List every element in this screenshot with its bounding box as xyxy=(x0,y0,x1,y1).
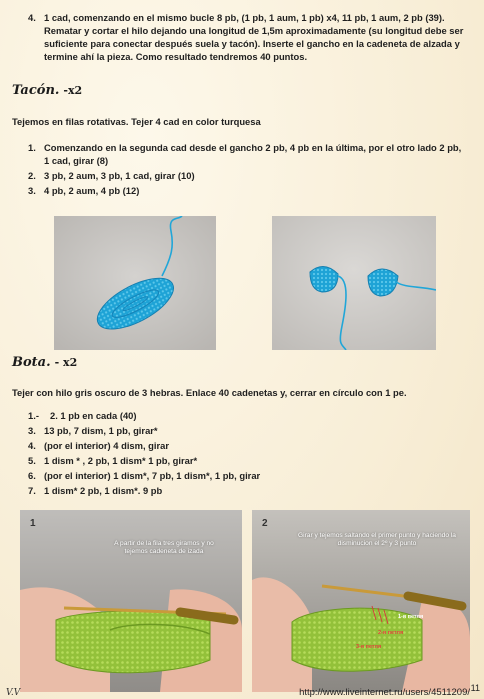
tacon-title: Tacón. xyxy=(12,83,60,98)
step-number: 1.- xyxy=(28,410,39,421)
list-item xyxy=(14,11,468,63)
list-item xyxy=(14,169,468,182)
step-number: 3. xyxy=(28,425,36,436)
bota-title: Bota. xyxy=(12,355,51,370)
step-text: 3 pb, 2 aum, 3 pb, 1 cad, girar (10) xyxy=(44,170,195,181)
photo-step-1 xyxy=(20,510,242,692)
bota-intro: Tejer con hilo gris oscuro de 3 hebras. Enlace 40 cadenetas y, cerrar en círculo con 1 pe. xyxy=(12,387,407,398)
step-text: (por el interior) 4 dism, girar xyxy=(44,440,170,451)
step-text: 1 cad, comenzando en el mismo bucle 8 pb, (1 pb, 1 aum, 1 pb) x4, 11 pb, 1 aum, 2 pb (39). Rematar y cortar el hilo dejando una longitud de 1,5m aproximadamente (su longitud debe ser suficiente para conectar después suela y tacón). Inserte el gancho en la cadeneta de alzada y termine ahí la pieza. Como resultado tendremos 40 puntos. xyxy=(44,12,464,62)
photo-2-number: 2 xyxy=(262,518,268,529)
bota-steps-list xyxy=(14,409,468,497)
step-number: 4. xyxy=(28,12,36,23)
tacon-heading xyxy=(12,83,82,98)
bota-suffix: - x2 xyxy=(54,356,78,369)
photo-2-label-2: 2-я петля xyxy=(378,630,404,636)
photo-step-2 xyxy=(252,510,470,692)
step-text: 2. 1 pb en cada (40) xyxy=(50,410,137,421)
step-number: 5. xyxy=(28,455,36,466)
step-number: 2. xyxy=(28,170,36,181)
photo-1-number: 1 xyxy=(30,518,36,529)
bota-heading xyxy=(12,355,77,370)
photo-heels-pair xyxy=(272,216,436,350)
photo-2-label-3: 3-я петля xyxy=(356,644,382,650)
list-item xyxy=(14,184,468,197)
top-steps-list xyxy=(14,11,468,63)
page-footer xyxy=(0,683,484,699)
step-text: 1 dism * , 2 pb, 1 dism* 1 pb, girar* xyxy=(44,455,198,466)
photo-heel-oval xyxy=(54,216,216,350)
step-number: 3. xyxy=(28,185,36,196)
photo-1-caption: A partir de la fila tres giramos y no tejemos cadeneta de izada xyxy=(114,540,214,555)
tacon-intro: Tejemos en filas rotativas. Tejer 4 cad en color turquesa xyxy=(12,116,261,127)
step-text: 4 pb, 2 aum, 4 pb (12) xyxy=(44,185,140,196)
footer-url-link[interactable]: http://www.liveinternet.ru/users/4511209/ xyxy=(299,687,470,698)
list-item xyxy=(14,454,468,467)
tacon-steps-list xyxy=(14,141,468,197)
step-text: (por el interior) 1 dism*, 7 pb, 1 dism*, 1 pb, girar xyxy=(44,470,261,481)
page-number: 11 xyxy=(470,683,480,693)
step-text: 1 dism* 2 pb, 1 dism*. 9 pb xyxy=(44,485,163,496)
tacon-suffix: -x2 xyxy=(63,84,83,97)
list-item xyxy=(14,469,468,482)
list-item xyxy=(14,424,468,437)
step-number: 4. xyxy=(28,440,36,451)
step-number: 6. xyxy=(28,470,36,481)
list-item xyxy=(14,439,468,452)
step-text: 13 pb, 7 dism, 1 pb, girar* xyxy=(44,425,158,436)
step-number: 1. xyxy=(28,142,36,153)
list-item xyxy=(14,484,468,497)
list-item xyxy=(14,409,468,422)
footer-signature: V.V xyxy=(6,688,21,698)
step-text: Comenzando en la segunda cad desde el gancho 2 pb, 4 pb en la última, por el otro lado 2 pb, 1 cad, girar (8) xyxy=(44,142,462,166)
photo-2-caption: Girar y tejemos saltando el primer punto y haciendo la disminucion el 2º y 3 punto xyxy=(298,532,456,547)
step-number: 7. xyxy=(28,485,36,496)
photo-2-label-1: 1-я петля xyxy=(398,614,424,620)
list-item xyxy=(14,141,468,167)
